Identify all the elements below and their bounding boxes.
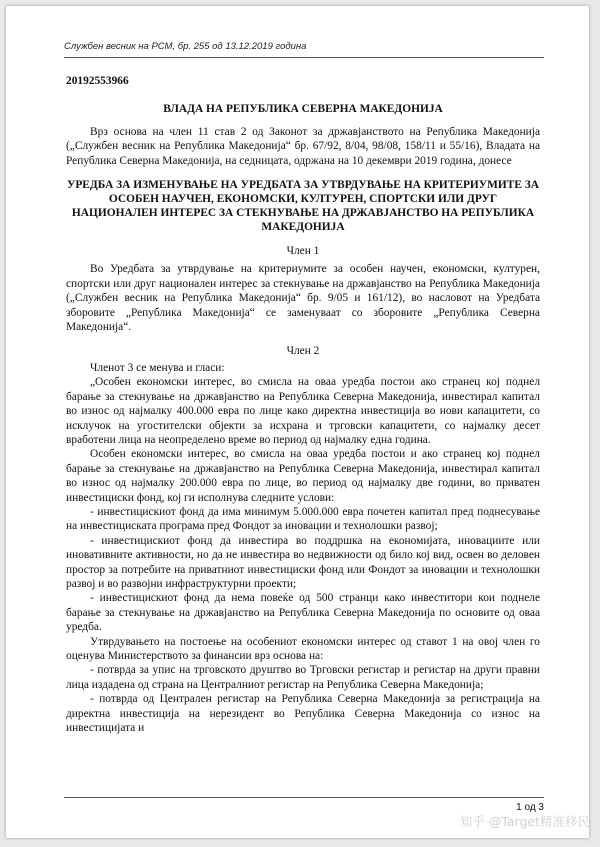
government-heading: ВЛАДА НА РЕПУБЛИКА СЕВЕРНА МАКЕДОНИЈА [163, 103, 443, 116]
article-2-heading: Член 2 [286, 345, 320, 358]
intro-paragraph: Врз основа на член 11 став 2 од Законот за државјанството на Република Македонија („Службен весник на Република Македонија“ бр. 67/92, 8/04, 98/08, 158/11 и 55/16), Владата на Република Северна Македонија, на седницата, одржана на 10 декември 2019 година, донесе [66, 125, 540, 167]
article-2-paragraph: Утврдувањето на постоење на особениот економски интерес од ставот 1 на овој член го оценува Министерството за финансии врз основа на: [66, 635, 540, 662]
page-indicator: 1 од 3 [516, 802, 544, 813]
article-2-paragraph: „Особен економски интерес, во смисла на оваа уредба постои ако странец кој поднел барање за стекнување на државјанство на Република Северна Македонија, инвестирал капитал во износ од најмалку 400.000 евра по лице како директна инвестиција во нови капацитети, со исклучок на угостителски објекти за исхрана и трговски капацитети, со најмалку десет вработени лица на неопределено време во период од најмалку една година. [66, 376, 540, 446]
document-page [6, 6, 589, 838]
article-2-lead: Членот 3 се менува и гласи: [90, 361, 225, 374]
gazette-header: Службен весник на РСМ, бр. 255 од 13.12.2019 година [64, 41, 307, 52]
document-body [66, 70, 540, 735]
article-1-text: Во Уредбата за утврдување на критериумите за особен научен, економски, културен, спортски или друг национален интерес за стекнување на државјанство на Република Македонија („Службен весник на Република Македонија“ бр. 9/05 и 161/12), во насловот на Уредбата зборовите „Република Македонија“ се заменуваат со зборовите „Република Северна Македонија“. [66, 263, 540, 334]
footer-divider [64, 797, 544, 798]
article-2-bullet: - потврда за упис на трговското друштво во Трговски регистар и регистар на други правни лица издадена од страна на Централниот регистар на Република Северна Македонија; [66, 664, 540, 691]
article-2-paragraph: Особен економски интерес, во смисла на оваа уредба постои и ако странец кој поднел барање за стекнување на државјанство на Република Северна Македонија, инвестирал капитал во износ од најмалку 200.000 евра по лице, во период од најмалку две години, во приватен инвестициски фонд, кој ги исполнува следните услови: [66, 448, 540, 504]
article-2-bullet: - инвестицискиот фонд да има минимум 5.000.000 евра почетен капитал пред поднесување на инвестициската програма пред Фондот за иновации и технолошки развој; [66, 505, 540, 533]
watermark: 知乎 @Target精准移民 [459, 814, 590, 829]
article-1-heading: Член 1 [286, 245, 320, 258]
article-2-bullet: - инвестицискиот фонд да нема повеќе од 500 странци како инвеститори кои поднеле барање за стекнување на државјанство на Република Северна Македонија по основите од оваа уредба. [66, 592, 540, 634]
header-divider [64, 57, 544, 58]
article-2-bullet: - инвестицискиот фонд да инвестира во поддршка на економијата, иновациите или иновативните активности, но да не инвестира во недвижности од било кој вид, освен во деловен простор за потребите на приватниот инвестициски фонд или Фондот за иновации и технолошки развој и во развојни инфраструктурни проекти; [66, 534, 540, 590]
document-number: 20192553966 [66, 75, 129, 87]
decree-title: УРЕДБА ЗА ИЗМЕНУВАЊЕ НА УРЕДБАТА ЗА УТВРДУВАЊЕ НА КРИТЕРИУМИТЕ ЗА ОСОБЕН НАУЧЕН, ЕКОНОМСКИ, КУЛТУРЕН, СПОРТСКИ ИЛИ ДРУГ НАЦИОНАЛЕН ИНТЕРЕС ЗА СТЕКНУВАЊЕ НА ДРЖАВЈАНСТВО НА РЕПУБЛИКА МАКЕДОНИЈА [66, 179, 540, 234]
article-2-bullet: - потврда од Централен регистар на Република Северна Македонија за регистрација на директна инвестиција на нерезидент во Република Северна Македонија со износ на инвестицијата и [66, 693, 540, 735]
